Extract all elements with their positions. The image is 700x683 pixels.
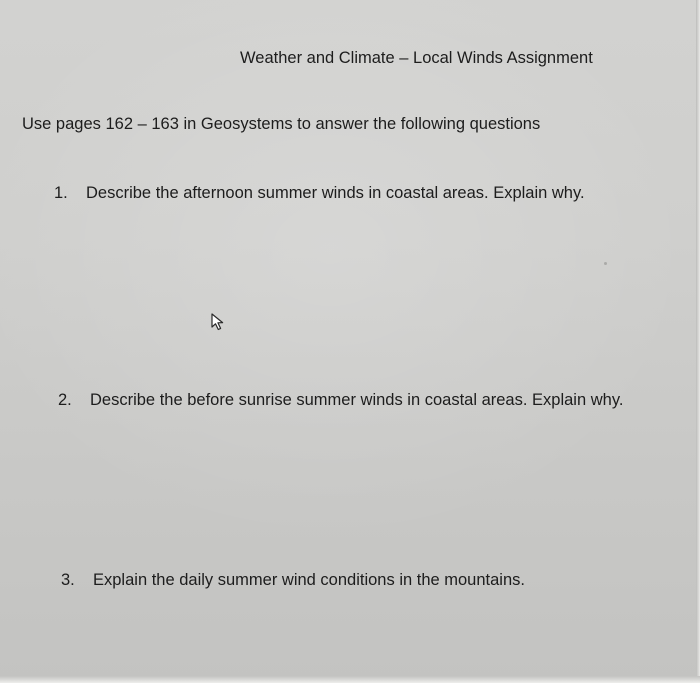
question-3-text: Explain the daily summer wind conditions in the mountains.: [93, 571, 525, 589]
question-3: [61, 571, 525, 590]
mouse-pointer-icon: [210, 313, 228, 331]
screen-bottom-edge: [0, 676, 700, 683]
screen-edge: [696, 0, 700, 683]
question-1-number: 1.: [54, 184, 68, 202]
question-3-number: 3.: [61, 571, 75, 589]
document-title: Weather and Climate – Local Winds Assignment: [240, 49, 593, 67]
question-2-number: 2.: [58, 391, 72, 409]
question-1: [54, 184, 585, 203]
document-instructions: Use pages 162 – 163 in Geosystems to answer the following questions: [22, 115, 541, 133]
question-2: [58, 391, 623, 410]
question-2-text: Describe the before sunrise summer winds in coastal areas. Explain why.: [90, 391, 624, 409]
question-1-text: Describe the afternoon summer winds in coastal areas. Explain why.: [86, 184, 585, 202]
screen-speck: [604, 262, 607, 265]
